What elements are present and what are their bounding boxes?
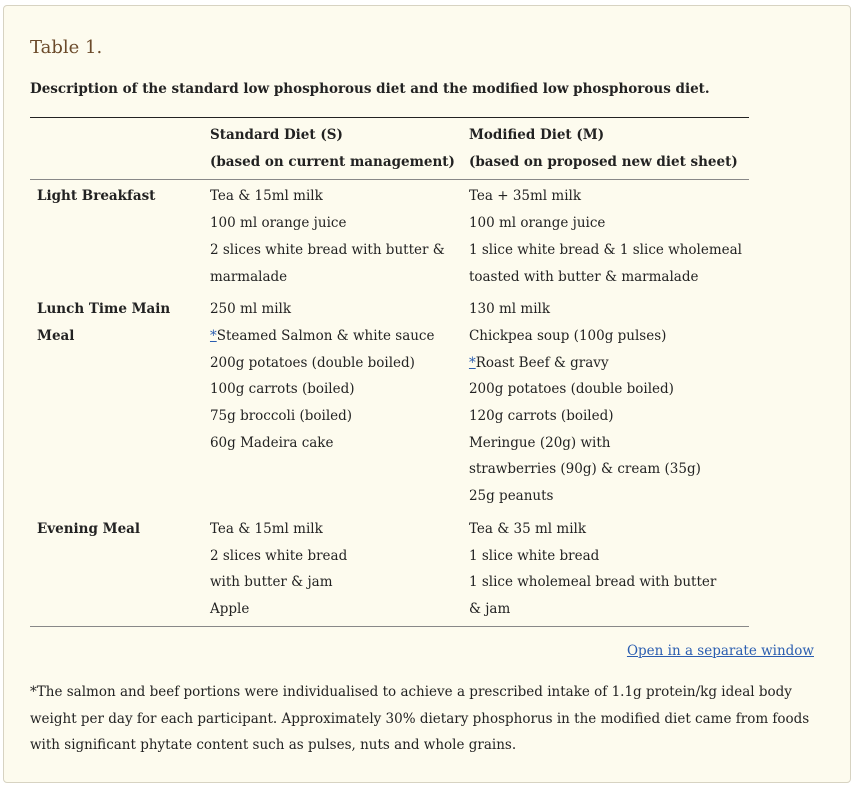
modified-diet-item: strawberries (90g) & cream (35g) <box>468 461 701 478</box>
header-standard-subtitle: (based on current management) <box>209 153 455 170</box>
table-header-row <box>30 118 749 180</box>
footnote-marker[interactable]: * <box>209 327 217 344</box>
meal-name: Lunch Time Main Meal <box>37 301 171 344</box>
meal-name: Evening Meal <box>37 520 141 537</box>
table-caption: Description of the standard low phosphorous diet and the modified low phosphorous diet. <box>30 81 710 97</box>
standard-diet-item: Tea & 15ml milk <box>209 520 323 537</box>
header-standard-title: Standard Diet (S) <box>209 127 343 143</box>
modified-diet-item: Tea + 35ml milk <box>468 188 582 205</box>
modified-diet-item <box>469 350 742 377</box>
standard-diet-item: 60g Madeira cake <box>209 434 334 451</box>
standard-diet-item-text: Steamed Salmon & white sauce <box>216 327 435 344</box>
header-meal <box>30 118 203 180</box>
standard-diet-item <box>210 323 455 350</box>
standard-diet-item: 100g carrots (boiled) <box>209 381 355 398</box>
modified-diet-item: & jam <box>468 600 511 617</box>
standard-diet-item: Apple <box>209 600 250 617</box>
standard-diet-item: with butter & jam <box>209 574 333 591</box>
standard-diet-item: 200g potatoes (double boiled) <box>209 354 415 371</box>
header-standard <box>203 118 462 180</box>
header-modified <box>462 118 749 180</box>
modified-diet-item: toasted with butter & marmalade <box>468 268 699 285</box>
standard-diet-cell <box>203 293 462 513</box>
table-label: Table 1. <box>30 37 103 58</box>
modified-diet-item: Meringue (20g) with <box>468 434 611 451</box>
standard-diet-item: 2 slices white bread with butter & <box>209 241 445 258</box>
standard-diet-item: 75g broccoli (boiled) <box>209 408 353 425</box>
standard-diet-item: Tea & 15ml milk <box>209 188 323 205</box>
standard-diet-item: 250 ml milk <box>209 301 292 318</box>
modified-diet-item: 100 ml orange juice <box>468 215 606 232</box>
modified-diet-item: Chickpea soup (100g pulses) <box>468 327 667 344</box>
open-separate-window-link[interactable]: Open in a separate window <box>626 643 814 659</box>
standard-diet-cell <box>203 180 462 293</box>
modified-diet-item: 130 ml milk <box>468 301 551 318</box>
modified-diet-item: 1 slice wholemeal bread with butter <box>468 574 717 591</box>
header-modified-title: Modified Diet (M) <box>468 127 605 143</box>
standard-diet-item: 100 ml orange juice <box>209 215 347 232</box>
standard-diet-cell <box>203 513 462 626</box>
modified-diet-cell <box>462 513 749 626</box>
modified-diet-item: Tea & 35 ml milk <box>468 520 587 537</box>
standard-diet-item: 2 slices white bread <box>209 547 348 564</box>
modified-diet-item: 1 slice white bread <box>468 547 600 564</box>
standard-diet-item: marmalade <box>209 268 288 285</box>
modified-diet-item: 200g potatoes (double boiled) <box>468 381 674 398</box>
footnote-marker[interactable]: * <box>468 354 476 371</box>
table-row <box>30 513 749 626</box>
table-footnote: *The salmon and beef portions were individualised to achieve a prescribed intake of 1.1g protein/kg ideal body weight per day for each participant. Approximately 30% dietary phosphorus in the modified diet came from foods with significant phytate content such as pulses, nuts and whole grains. <box>30 684 810 754</box>
table-panel <box>3 5 851 783</box>
table-row <box>30 180 749 293</box>
modified-diet-item: 1 slice white bread & 1 slice wholemeal <box>468 241 742 258</box>
modified-diet-cell <box>462 293 749 513</box>
modified-diet-item: 120g carrots (boiled) <box>468 408 614 425</box>
modified-diet-cell <box>462 180 749 293</box>
modified-diet-item-text: Roast Beef & gravy <box>475 354 609 371</box>
modified-diet-item: 25g peanuts <box>468 488 554 505</box>
table-row <box>30 293 749 513</box>
diet-table <box>30 117 749 627</box>
meal-name: Light Breakfast <box>37 188 156 205</box>
header-modified-subtitle: (based on proposed new diet sheet) <box>468 153 738 170</box>
